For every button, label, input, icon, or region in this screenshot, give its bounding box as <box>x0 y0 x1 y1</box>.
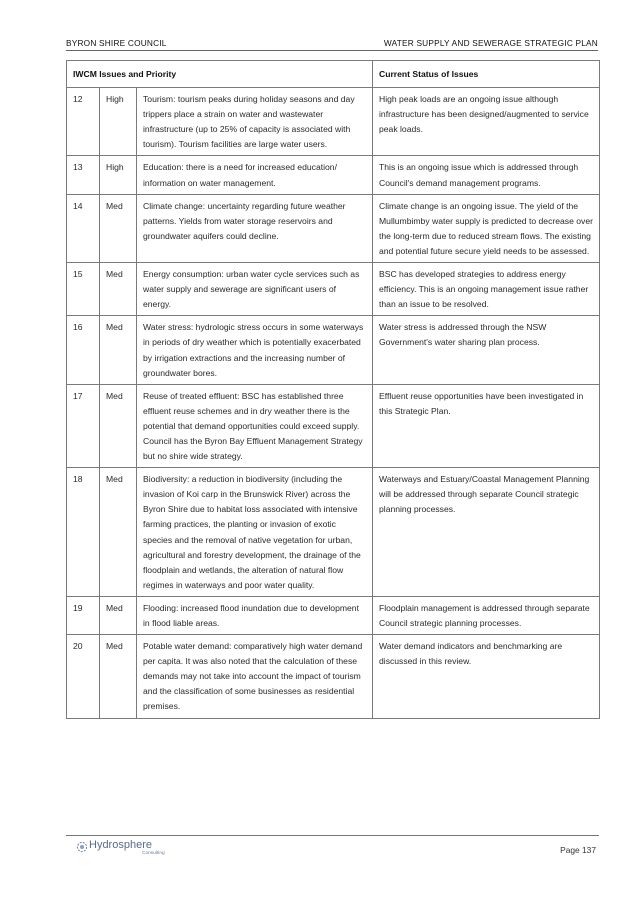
table-body <box>67 88 600 718</box>
issue-number: 16 <box>67 316 100 384</box>
header-divider <box>66 50 598 51</box>
table-row <box>67 194 600 262</box>
issue-priority: High <box>100 88 137 156</box>
issue-number: 13 <box>67 156 100 194</box>
issue-description: Education: there is a need for increased education/ information on water management. <box>137 156 373 194</box>
issue-number: 14 <box>67 194 100 262</box>
header-issues-priority: IWCM Issues and Priority <box>67 61 373 88</box>
issue-priority: Med <box>100 316 137 384</box>
issue-status: BSC has developed strategies to address energy efficiency. This is an ongoing management issue rather than an issue to be resolved. <box>373 263 600 316</box>
issue-priority: Med <box>100 596 137 634</box>
hydrosphere-logo <box>76 839 216 861</box>
table-row <box>67 596 600 634</box>
issue-description: Flooding: increased flood inundation due to development in flood liable areas. <box>137 596 373 634</box>
issue-number: 19 <box>67 596 100 634</box>
footer-divider <box>66 835 599 836</box>
issue-status: Water stress is addressed through the NSW Government's water sharing plan process. <box>373 316 600 384</box>
issue-priority: Med <box>100 194 137 262</box>
logo-wordmark: Hydrosphere <box>89 839 152 851</box>
issue-priority: Med <box>100 468 137 597</box>
table-row <box>67 635 600 718</box>
issue-number: 20 <box>67 635 100 718</box>
issue-priority: Med <box>100 384 137 467</box>
issue-description: Reuse of treated effluent: BSC has established three effluent reuse schemes and in dry weather there is the potential that demand opportunities could exceed supply. Council has the Byron Bay Effluent Management Strategy but no shire wide strategy. <box>137 384 373 467</box>
issue-description: Potable water demand: comparatively high water demand per capita. It was also noted that the calculation of these demands may not take into account the impact of tourism and the classification of some businesses as residential premises. <box>137 635 373 718</box>
issue-priority: High <box>100 156 137 194</box>
header-current-status: Current Status of Issues <box>373 61 600 88</box>
table-row <box>67 316 600 384</box>
page-header <box>66 38 598 48</box>
table-row <box>67 468 600 597</box>
table-row <box>67 156 600 194</box>
issue-status: Waterways and Estuary/Coastal Management Planning will be addressed through separate Council strategic planning processes. <box>373 468 600 597</box>
issue-description: Energy consumption: urban water cycle services such as water supply and sewerage are significant users of energy. <box>137 263 373 316</box>
issue-priority: Med <box>100 635 137 718</box>
table-row <box>67 263 600 316</box>
issue-description: Tourism: tourism peaks during holiday seasons and day trippers place a strain on water and wastewater infrastructure (up to 25% of capacity is associated with tourism). Tourism facilities are large water users. <box>137 88 373 156</box>
issue-status: High peak loads are an ongoing issue although infrastructure has been designed/augmented to service peak loads. <box>373 88 600 156</box>
table-row <box>67 384 600 467</box>
issue-status: Floodplain management is addressed through separate Council strategic planning processes. <box>373 596 600 634</box>
issue-number: 12 <box>67 88 100 156</box>
hydrosphere-logo-icon <box>76 841 88 853</box>
header-document-title: WATER SUPPLY AND SEWERAGE STRATEGIC PLAN <box>383 38 598 48</box>
issue-status: This is an ongoing issue which is addressed through Council's demand management programs. <box>373 156 600 194</box>
issue-description: Climate change: uncertainty regarding future weather patterns. Yields from water storage reservoirs and groundwater aquifers could decline. <box>137 194 373 262</box>
page-number: Page 137 <box>560 845 596 855</box>
table-header-row <box>67 61 600 88</box>
header-council-name: BYRON SHIRE COUNCIL <box>66 38 167 48</box>
issue-status: Effluent reuse opportunities have been investigated in this Strategic Plan. <box>373 384 600 467</box>
issue-number: 17 <box>67 384 100 467</box>
table-row <box>67 88 600 156</box>
issue-number: 15 <box>67 263 100 316</box>
logo-subtitle: Consulting <box>142 851 165 856</box>
issue-status: Climate change is an ongoing issue. The yield of the Mullumbimby water supply is predicted to decrease over the long-term due to reduced stream flows. The existing and potential future secure yield needs to be assessed. <box>373 194 600 262</box>
issue-status: Water demand indicators and benchmarking are discussed in this review. <box>373 635 600 718</box>
issues-table <box>66 60 600 719</box>
issue-priority: Med <box>100 263 137 316</box>
issue-number: 18 <box>67 468 100 597</box>
issue-description: Water stress: hydrologic stress occurs in some waterways in periods of dry weather which is potentially exacerbated by irrigation extractions and the increasing number of groundwater bores. <box>137 316 373 384</box>
issue-description: Biodiversity: a reduction in biodiversity (including the invasion of Koi carp in the Brunswick River) across the Byron Shire due to habitat loss associated with intensive farming practices, the planting or invasion of exotic species and the removal of native vegetation for urban, agricultural and forestry development, the drainage of the floodplain and wetlands, the alteration of natural flow regimes in waterways and poor water quality. <box>137 468 373 597</box>
